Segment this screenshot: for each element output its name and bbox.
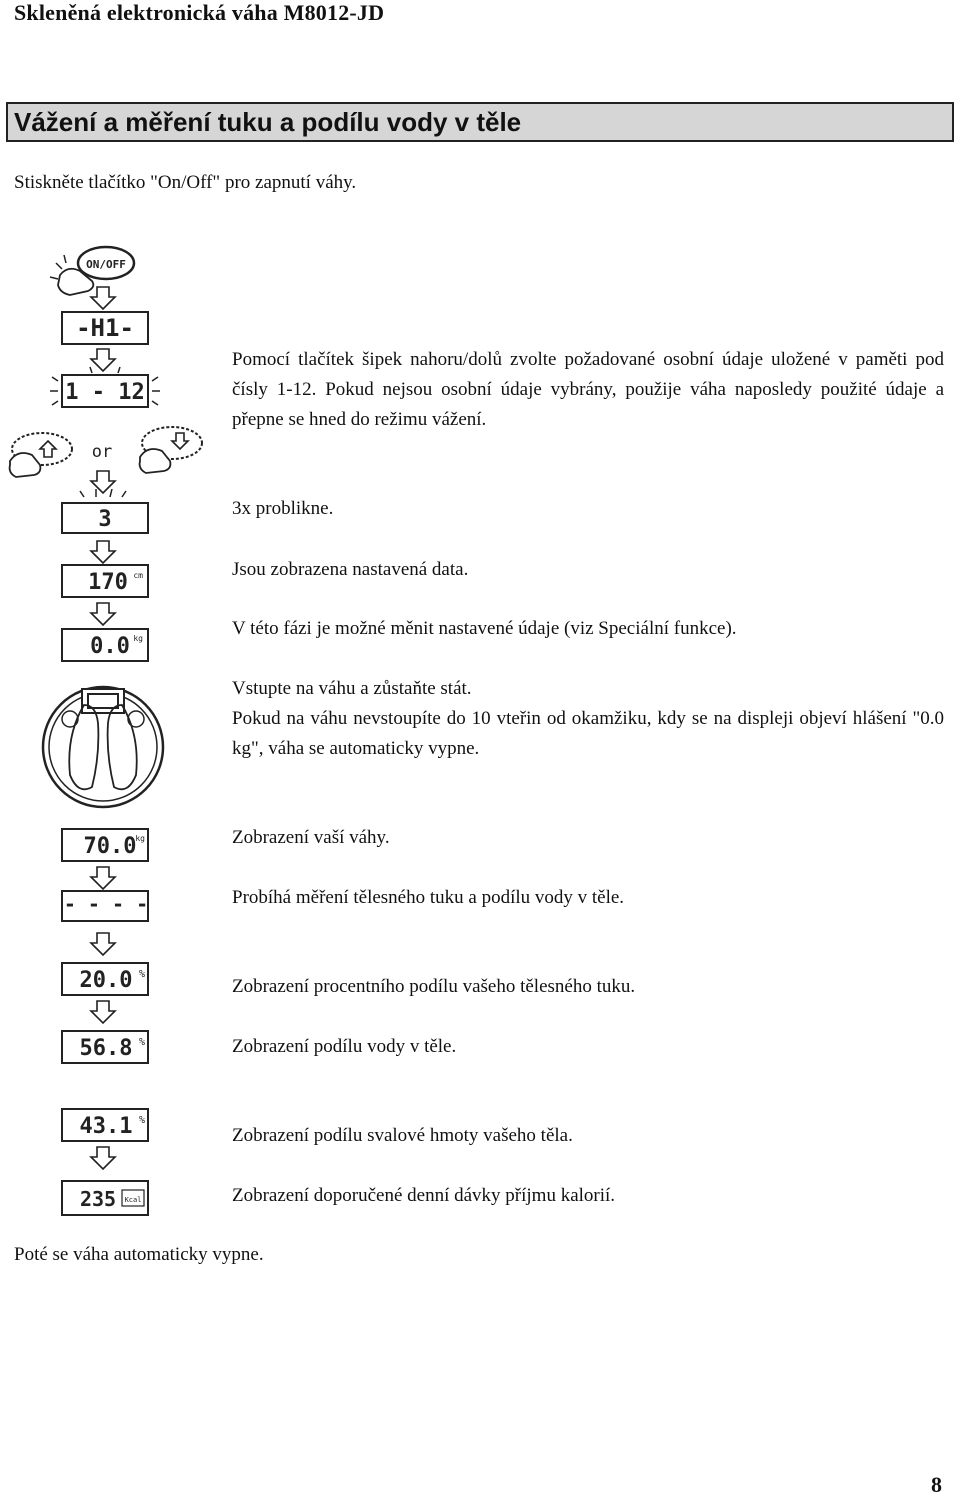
- arrow-down-icon: [91, 867, 115, 889]
- display-fat-unit: %: [138, 969, 145, 980]
- display-weight: [62, 829, 148, 861]
- intro-text: Stiskněte tlačítko "On/Off" pro zapnutí váhy.: [14, 172, 357, 193]
- step-timeout: Pokud na váhu nevstoupíte do 10 vteřin od okamžiku, kdy se na displeji objeví hlášení "0.0 kg", váha se automaticky vypne.: [232, 708, 944, 759]
- display-height-value: 170: [88, 570, 128, 595]
- display-muscle-unit: %: [138, 1115, 145, 1126]
- step-water: Zobrazení podílu vody v těle.: [232, 1036, 457, 1057]
- display-hi-value: -H1-: [76, 314, 134, 342]
- display-water-unit: %: [138, 1037, 145, 1048]
- display-water-value: 56.8: [79, 1036, 133, 1061]
- display-user-number: [62, 489, 148, 533]
- step-weight: Zobrazení vaší váhy.: [232, 827, 390, 848]
- display-user-range: [50, 367, 160, 407]
- display-zero-value: 0.0: [90, 634, 130, 659]
- display-dashes-value: - - - -: [63, 892, 149, 916]
- display-height: [62, 565, 148, 597]
- onoff-button-icon: [50, 247, 134, 295]
- arrow-down-icon: [91, 287, 115, 309]
- arrow-up-button-icon: [10, 433, 72, 477]
- display-weight-unit: kg: [135, 834, 145, 843]
- scale-procedure-illustration: [0, 235, 215, 1235]
- arrow-down-icon: [91, 933, 115, 955]
- step-measuring: Probíhá měření tělesného tuku a podílu vody v těle.: [232, 887, 625, 908]
- display-zero-unit: kg: [133, 634, 143, 643]
- document-title: Skleněná elektronická váha M8012-JD: [14, 0, 385, 25]
- step-muscle: Zobrazení podílu svalové hmoty vašeho těla.: [232, 1125, 573, 1146]
- display-kcal-value: 235: [79, 1187, 117, 1211]
- display-kcal-unit: Kcal: [124, 1196, 142, 1204]
- step-calories: Zobrazení doporučené denní dávky příjmu kalorií.: [232, 1185, 616, 1206]
- step-step-on: Vstupte na váhu a zůstaňte stát.: [232, 678, 472, 699]
- arrow-down-icon: [91, 1001, 115, 1023]
- display-height-unit: cm: [133, 571, 143, 580]
- onoff-label: ON/OFF: [86, 258, 126, 271]
- display-zero: [62, 629, 148, 661]
- step-select-user: Pomocí tlačítek šipek nahoru/dolů zvolte požadované osobní údaje uložené v paměti pod čísly 1-12. Pokud nejsou osobní údaje vybrány, použije váha naposledy použité údaje a přepne se hned do režimu vážení.: [232, 349, 944, 430]
- display-weight-value: 70.0: [83, 834, 137, 859]
- arrow-down-icon: [91, 541, 115, 563]
- display-fat: [62, 963, 148, 995]
- arrow-down-icon: [91, 1147, 115, 1169]
- or-label: or: [91, 442, 113, 462]
- display-muscle: [62, 1109, 148, 1141]
- display-calories: [62, 1181, 148, 1215]
- section-title: Vážení a měření tuku a podílu vody v těle: [14, 107, 522, 137]
- scale-feet-illustration: [43, 687, 163, 807]
- step-data-shown: Jsou zobrazena nastavená data.: [232, 559, 469, 580]
- outro-text: Poté se váha automaticky vypne.: [14, 1244, 264, 1265]
- display-measuring: [62, 891, 148, 921]
- page-number: 8: [931, 1472, 942, 1497]
- display-fat-value: 20.0: [79, 968, 133, 993]
- step-change-data: V této fázi je možné měnit nastavené údaje (viz Speciální funkce).: [232, 618, 737, 639]
- step-blink: 3x problikne.: [232, 498, 334, 519]
- arrow-down-button-icon: [140, 427, 202, 473]
- display-user-value: 3: [98, 507, 112, 532]
- step-fat: Zobrazení procentního podílu vašeho tělesného tuku.: [232, 976, 636, 997]
- display-water: [62, 1031, 148, 1063]
- display-range-value: 1 - 12: [65, 380, 145, 405]
- display-muscle-value: 43.1: [79, 1114, 133, 1139]
- arrow-down-icon: [91, 603, 115, 625]
- display-hi: [62, 312, 148, 344]
- arrow-down-icon: [91, 349, 115, 371]
